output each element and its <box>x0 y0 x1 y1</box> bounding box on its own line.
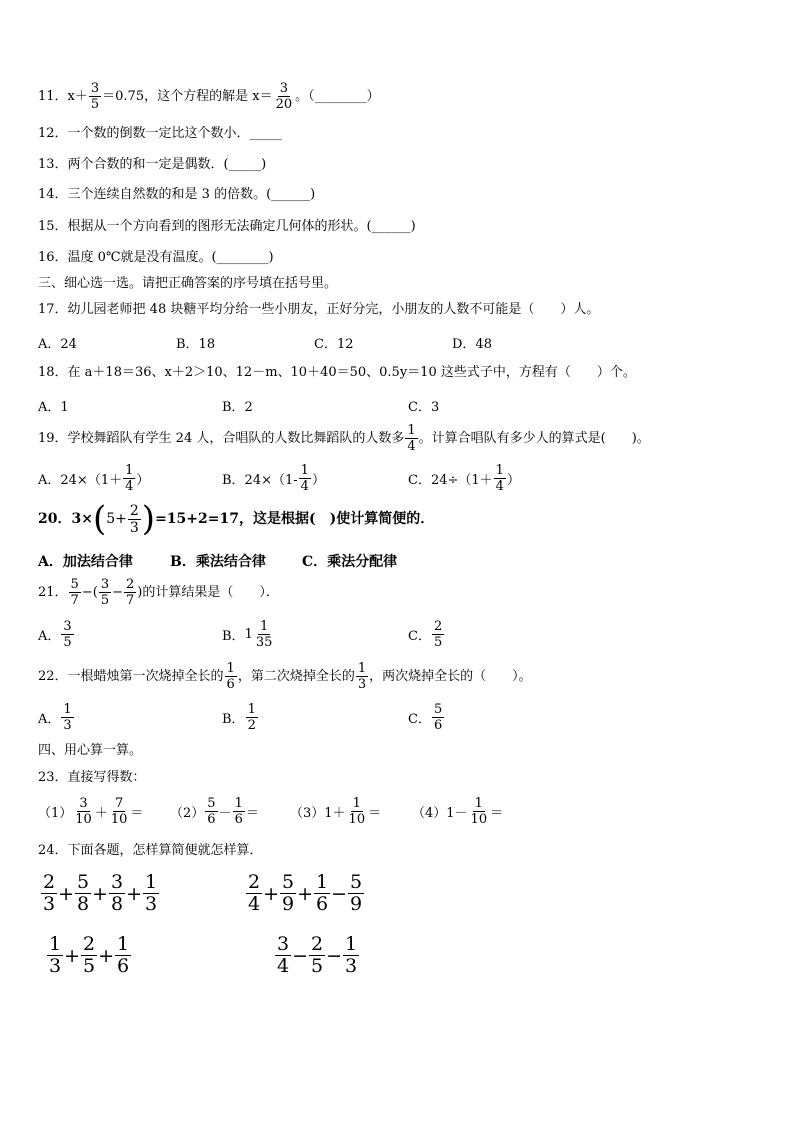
q19-text: 19．学校舞蹈队有学生 24 人，合唱队的人数比舞蹈队的人数多 <box>38 430 405 446</box>
q22-option-a: A． $\frac{1}{3}$ <box>38 702 72 733</box>
fraction: $\frac{1}{4}$ <box>407 423 416 454</box>
q22-option-b: B． $\frac{1}{2}$ <box>222 702 256 733</box>
q18-option-b: B．2 <box>222 400 253 415</box>
question-24: 24．下面各题，怎样算简便就怎样算． <box>38 843 263 858</box>
question-13: 13．两个合数的和一定是偶数．(_____) <box>38 157 267 172</box>
q17-option-d: D．48 <box>452 337 492 352</box>
q23-item-4: （4）1－ $\frac{1}{10}$ ＝ <box>412 796 504 827</box>
q24-expr-3: $\frac{1}{3}$ + $\frac{2}{5}$ + $\frac{1}{6}$ <box>49 933 130 977</box>
fraction: $\frac{2}{3}$ <box>129 502 139 536</box>
question-18: 18．在 a＋18＝36、x＋2＞10、12－m、10＋40＝50、0.5y＝10 这些式子中，方程有（ ）个。 <box>38 365 636 380</box>
q23-item-2: （2） $\frac{5}{6}$ － $\frac{1}{6}$ ＝ <box>170 796 259 827</box>
q18-option-c: C．3 <box>408 400 440 415</box>
q20-option-b: B．乘法结合律 <box>170 554 266 570</box>
section-4-heading: 四、用心算一算。 <box>38 743 143 758</box>
question-11 <box>38 82 380 111</box>
q17-option-c: C．12 <box>314 337 354 352</box>
question-16: 16．温度 0℃就是没有温度。(________) <box>38 250 274 265</box>
question-17: 17．幼儿园老师把 48 块糖平均分给一些小朋友，正好分完，小朋友的人数不可能是（ ）人。 <box>38 302 600 317</box>
q19-option-b: B．24×（1- $\frac{1}{4}$ ） <box>222 463 325 494</box>
question-15: 15．根据从一个方向看到的图形无法确定几何体的形状。(______) <box>38 219 416 234</box>
q21-option-c: C． $\frac{2}{5}$ <box>408 619 443 650</box>
q11-prefix: 11．x＋ <box>38 88 88 104</box>
right-paren: ) <box>141 499 156 539</box>
question-14: 14．三个连续自然数的和是 3 的倍数。(______) <box>38 187 316 202</box>
q23-item-1: （1） $\frac{3}{10}$ ＋ $\frac{7}{10}$ ＝ <box>38 796 144 827</box>
left-paren: ( <box>92 499 107 539</box>
q24-expr-4: $\frac{3}{4}$ − $\frac{2}{5}$ − $\frac{1}{3}$ <box>277 933 358 977</box>
q17-option-b: B．18 <box>176 337 216 352</box>
question-21: 21． $\frac{5}{7}$ − ( $\frac{3}{5}$ − $\frac{2}{7}$ ) 的计算结果是（ ）． <box>38 577 279 608</box>
q22-option-c: C． $\frac{5}{6}$ <box>408 702 443 733</box>
q18-option-a: A．1 <box>38 400 69 415</box>
section-3-heading: 三、细心选一选。请把正确答案的序号填在括号里。 <box>38 276 338 291</box>
question-12: 12．一个数的倒数一定比这个数小．_____ <box>38 126 283 141</box>
q20-option-c: C．乘法分配律 <box>302 554 398 570</box>
q20-option-a: A．加法结合律 <box>38 554 133 570</box>
q19-text-end: 。计算合唱队有多少人的算式是( )。 <box>418 430 650 446</box>
q19-option-a: A．24×（1＋ $\frac{1}{4}$ ） <box>38 463 150 494</box>
q21-option-b: B． 1 $\frac{1}{35}$ <box>222 619 273 650</box>
fraction: $\frac{3}{20}$ <box>275 81 293 112</box>
fraction: $\frac{3}{5}$ <box>90 81 100 112</box>
q19-option-c: C．24÷（1＋ $\frac{1}{4}$ ） <box>408 463 520 494</box>
question-19 <box>38 424 650 453</box>
q23-item-3: （3）1＋ $\frac{1}{10}$ ＝ <box>290 796 382 827</box>
question-23: 23．直接写得数： <box>38 770 146 785</box>
q24-expr-1: $\frac{2}{3}$ + $\frac{5}{8}$ + $\frac{3}{8}$ + $\frac{1}{3}$ <box>43 871 158 915</box>
q11-suffix: 。（________） <box>295 88 380 104</box>
q21-option-a: A． $\frac{3}{5}$ <box>38 619 72 650</box>
question-20: 20．3× ( 5+ $\frac{2}{3}$ ) =15+2=17，这是根据( )使计算简便的． <box>38 499 435 539</box>
q17-option-a: A．24 <box>38 337 77 352</box>
q11-mid: ＝0.75，这个方程的解是 x＝ <box>102 88 273 104</box>
q24-expr-2: $\frac{2}{4}$ + $\frac{5}{9}$ + $\frac{1}{6}$ − $\frac{5}{9}$ <box>248 871 363 915</box>
question-22: 22．一根蜡烛第一次烧掉全长的 $\frac{1}{6}$ ，第二次烧掉全长的 $\frac{1}{3}$ ，两次烧掉全长的（ ）。 <box>38 661 532 692</box>
